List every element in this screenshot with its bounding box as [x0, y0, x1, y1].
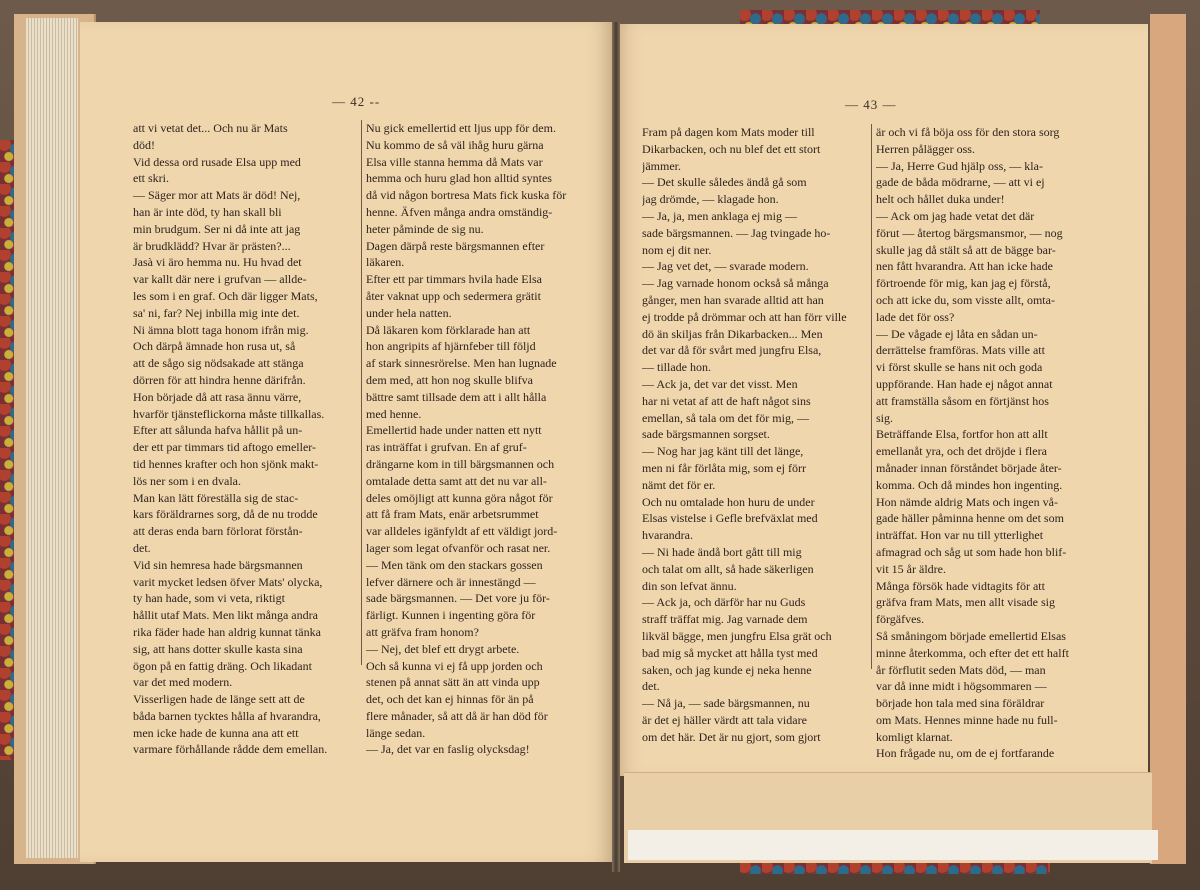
text-line: nen fått hvarandra. Att han icke hade [876, 259, 1053, 274]
text-line: deles omöjligt att kunna göra något för [366, 490, 553, 505]
text-line: likväl bägge, men jungfru Elsa grät och [642, 628, 832, 643]
text-line: Beträffande Elsa, fortfor hon att allt [876, 427, 1048, 442]
text-line: minne återkomma, och efter det ett halft [876, 645, 1069, 660]
text-line: Nu gick emellertid ett ljus upp för dem. [366, 121, 556, 135]
text-line: Då läkaren kom förklarade han att [366, 322, 531, 337]
text-line: hvarför tjänsteflickorna måste tillkallas. [133, 406, 325, 421]
text-line: skulle jag då stält så att de bägge bar- [876, 242, 1056, 257]
text-column [366, 120, 592, 758]
text-line: straff träffat mig. Jag varnade dem [642, 612, 808, 627]
text-line: dö än skiljas från Dikarbacken... Men [642, 326, 823, 341]
text-line: Efter att sålunda hafva hållit på un- [133, 423, 303, 438]
text-line: Herren pålägger oss. [876, 141, 975, 156]
text-line: har ni vetat af att de haft något sins [642, 393, 811, 408]
text-line: var kallt där nere i grufvan — allde- [133, 272, 307, 287]
text-line: lös ner som i en dvala. [133, 473, 241, 488]
text-line: afmagrad och såg ut som hade hon blif- [876, 544, 1067, 559]
text-line: Och nu omtalade hon huru de under [642, 494, 815, 509]
text-line: han är inte död, ty han skall bli [133, 204, 282, 219]
text-line: gade de båda mödrarne, — att vi ej [876, 175, 1045, 190]
text-line: Emellertid hade under natten ett nytt [366, 423, 542, 438]
book-gutter [612, 22, 620, 872]
text-line: ett skri. [133, 171, 169, 186]
text-line: sade bärgsmannen. — Det vore ju för- [366, 591, 550, 606]
text-line: att få fram Mats, enär arbetsrummet [366, 507, 539, 522]
text-line: tid hennes krafter och hon sjönk makt- [133, 456, 319, 471]
text-line: båda barnen tycktes hålla af hvarandra, [133, 708, 321, 723]
text-line: Många försök hade vidtagits för att [876, 578, 1045, 593]
text-line: — Ja, ja, men anklaga ej mig — [642, 208, 797, 223]
text-line: Dagen därpå reste bärgsmannen efter [366, 238, 545, 253]
text-line: lefver därnere och är innestängd — [366, 574, 536, 589]
marbled-endpaper-bottom [740, 862, 1050, 874]
text-line: död! [133, 137, 155, 152]
text-line: Hon började då att rasa ännu värre, [133, 389, 302, 404]
text-line: förtroende för mig, kan jag ej förstå, [876, 276, 1051, 291]
text-line: lade det för oss? [876, 309, 955, 324]
text-line: med henne. [366, 406, 422, 421]
text-line: emellanåt yra, och det dröjde i flera [876, 444, 1047, 459]
text-line: ej trodde på drömmar och att han förr ville [642, 309, 847, 324]
column-rule [361, 120, 362, 665]
text-line: om det här. Det är nu gjort, som gjort [642, 729, 821, 744]
text-line: Visserligen hade de länge sett att de [133, 692, 305, 707]
text-line: att gräfva fram honom? [366, 624, 479, 639]
text-line: gräfva fram Mats, men allt visade sig [876, 595, 1055, 610]
text-line: — Säger mor att Mats är död! Nej, [133, 188, 301, 203]
text-line: Hon nämde aldrig Mats och ingen vå- [876, 494, 1058, 509]
text-line: saken, och jag kunde ej neka henne [642, 662, 812, 677]
text-line: nämt det för er. [642, 477, 716, 492]
text-line: dörren för att hindra henne därifrån. [133, 372, 306, 387]
text-line: sade bärgsmannen sorgset. [642, 427, 770, 442]
text-line: Vid sin hemresa hade bärgsmannen [133, 557, 303, 572]
text-line: ögon på en fattig dräng. Och likadant [133, 658, 312, 673]
text-line: att vi vetat det... Och nu är Mats [133, 121, 288, 135]
text-line: hon angripits af hjärnfeber till följd [366, 339, 536, 354]
text-line: jämmer. [642, 158, 681, 173]
text-line: förgäfves. [876, 612, 925, 627]
text-line: din son lefvat ännu. [642, 578, 737, 593]
text-line: bättre samt tillsade dem att i allt hålla [366, 389, 547, 404]
text-line: men ni får förlåta mig, som ej förr [642, 460, 806, 475]
text-line: Och så kunna vi ej få upp jorden och [366, 658, 543, 673]
text-line: Så småningom började emellertid Elsas [876, 628, 1066, 643]
loose-sheet [628, 830, 1158, 860]
text-line: under hela natten. [366, 305, 452, 320]
text-line: omtalade detta samt att det nu var all- [366, 473, 547, 488]
text-line: der ett par timmars tid aftogo emeller- [133, 440, 317, 455]
text-line: varit mycket ledsen öfver Mats' olycka, [133, 574, 323, 589]
text-line: komma. Och då mindes hon ingenting. [876, 477, 1063, 492]
text-line: men icke hade de kunna ana att ett [133, 725, 299, 740]
text-line: det var då för svårt med jungfru Elsa, [642, 343, 822, 358]
text-line: derrättelse framföras. Mats ville att [876, 343, 1045, 358]
text-line: — Men tänk om den stackars gossen [366, 557, 543, 572]
text-line: färligt. Kunnen i ingenting göra för [366, 608, 536, 623]
text-line: les som i en graf. Och där ligger Mats, [133, 288, 318, 303]
text-line: månader innan förståndet började åter- [876, 460, 1062, 475]
text-line: — Det skulle således ändå gå som [642, 175, 807, 190]
text-line: Och därpå ämnade hon rusa ut, så [133, 339, 296, 354]
text-line: att framställa såsom en förtjänst hos [876, 393, 1049, 408]
text-line: Fram på dagen kom Mats moder till [642, 125, 815, 139]
text-line: dem med, att hon nog skulle blifva [366, 372, 533, 387]
text-line: rika fäder hade han aldrig kunnat tänka [133, 624, 321, 639]
text-line: — Ack ja, och därför har nu Guds [642, 595, 806, 610]
book-cover-right [1150, 14, 1186, 864]
text-line: hvarandra. [642, 528, 693, 543]
text-line: ty han hade, som vi veta, riktigt [133, 591, 285, 606]
text-line: — Nej, det blef ett drygt arbete. [366, 641, 520, 656]
text-line: min brudgum. Ser ni då inte att jag [133, 221, 301, 236]
text-line: — Jag vet det, — svarade modern. [642, 259, 809, 274]
text-line: varmare förhållande rådde dem emellan. [133, 742, 328, 757]
text-line: vit 15 år äldre. [876, 561, 946, 576]
text-line: började hon tala med sina föräldrar [876, 696, 1045, 711]
text-column [133, 120, 359, 758]
text-line: hemma och huru glad hon alltid syntes [366, 171, 552, 186]
text-line: åter vaknat upp och sedermera grätit [366, 288, 541, 303]
text-line: länge sedan. [366, 725, 426, 740]
text-line: — Nog har jag känt till det länge, [642, 444, 804, 459]
page-number-left: — 42 -- [332, 94, 381, 109]
text-line: inträffat. Hon var nu till ytterlighet [876, 528, 1044, 543]
text-line: — Ni hade ändå bort gått till mig [642, 544, 802, 559]
text-line: och talat om allt, så hade säkerligen [642, 561, 814, 576]
text-line: vi först skulle se hans nit och goda [876, 360, 1043, 375]
text-line: var då inne midt i högsommaren — [876, 679, 1047, 694]
text-line: Vid dessa ord rusade Elsa upp med [133, 154, 301, 169]
text-line: sa' ni, far? Nej inbilla mig inte det. [133, 305, 300, 320]
text-line: — Jag varnade honom också så många [642, 276, 829, 291]
page-number-right: — 43 — [845, 97, 897, 112]
text-line: uppförande. Han hade ej något annat [876, 376, 1053, 391]
text-line: och att icke du, som visste allt, omta- [876, 292, 1055, 307]
text-line: af stark sinnesrörelse. Men han lugnade [366, 356, 557, 371]
text-line: — De vågade ej låta en sådan un- [876, 326, 1038, 341]
text-line: det. [133, 540, 151, 555]
text-line: Elsas vistelse i Gefle brefväxlat med [642, 511, 818, 526]
text-line: gade häller påminna henne om det som [876, 511, 1064, 526]
text-line: kars föräldrarnes sorg, då de nu trodde [133, 507, 318, 522]
text-line: — Ja, det var en faslig olycksdag! [366, 742, 530, 757]
text-line: — Ja, Herre Gud hjälp oss, — kla- [876, 158, 1043, 173]
text-line: — Nå ja, — sade bärgsmannen, nu [642, 696, 810, 711]
text-line: Hon frågade nu, om de ej fortfarande [876, 746, 1055, 761]
text-line: att de sågo sig nödsakade att stänga [133, 356, 304, 371]
text-line: Ni ämna blott taga honom ifrån mig. [133, 322, 309, 337]
text-line: gånger, men han svarade alltid att han [642, 292, 824, 307]
text-line: förut — återtog bärgsmansmor, — nog [876, 225, 1063, 240]
text-line: då vid någon bortresa Mats fick kuska för [366, 188, 567, 203]
text-line: om Mats. Hennes minne hade nu full- [876, 712, 1058, 727]
text-line: — Ack ja, det var det visst. Men [642, 376, 798, 391]
text-line: Dikarbacken, och nu blef det ett stort [642, 141, 821, 156]
text-line: var alldeles igänfyldt af ett väldigt jord- [366, 524, 558, 539]
text-line: det. [642, 679, 660, 694]
text-line: är och vi få böja oss för den stora sorg [876, 125, 1060, 139]
text-line: emellan, så tala om det för mig, — [642, 410, 809, 425]
column-rule [871, 124, 872, 669]
text-line: sig, att hans dotter skulle kasta sina [133, 641, 303, 656]
text-line: flere månader, så att då är han död för [366, 708, 548, 723]
text-line: sig. [876, 410, 894, 425]
text-line: år förflutit seden Mats död, — man [876, 662, 1046, 677]
text-line: heter påminde de sig nu. [366, 221, 484, 236]
text-line: lager som legat ofvanför och rasat ner. [366, 540, 551, 555]
text-line: att deras enda barn förlorat förstån- [133, 524, 303, 539]
text-line: Efter ett par timmars hvila hade Elsa [366, 272, 542, 287]
text-line: bad mig så mycket att hålla tyst med [642, 645, 818, 660]
text-line: hållit utaf Mats. Men likt många andra [133, 608, 318, 623]
text-line: jag drömde, — klagade hon. [642, 192, 779, 207]
text-column [642, 124, 870, 745]
text-line: ras inträffat i grufvan. En af gruf- [366, 440, 527, 455]
text-line: var det med modern. [133, 675, 233, 690]
text-line: henne. Äfven många andra omständig- [366, 204, 553, 219]
text-line: Man kan lätt föreställa sig de stac- [133, 490, 299, 505]
text-line: Elsa ville stanna hemma då Mats var [366, 154, 543, 169]
marbled-endpaper-top [740, 10, 1040, 24]
text-line: är det ej häller värdt att tala vidare [642, 712, 807, 727]
text-line: sade bärgsmannen. — Jag tvingade ho- [642, 225, 831, 240]
page-edges [26, 18, 78, 858]
text-line: läkaren. [366, 255, 405, 270]
text-line: drängarne kom in till bärgsmannen och [366, 456, 555, 471]
text-line: är brudklädd? Hvar är prästen?... [133, 238, 291, 253]
text-line: Nu kommo de så väl ihåg huru gärna [366, 137, 544, 152]
text-line: Jasà vi äro hemma nu. Hu hvad det [133, 255, 302, 270]
text-line: nom ej dit ner. [642, 242, 712, 257]
text-line: komligt klarnat. [876, 729, 953, 744]
text-line: helt och hållet duka under! [876, 192, 1005, 207]
text-column [876, 124, 1104, 762]
text-line: det, och det kan ej hinnas för än på [366, 692, 534, 707]
text-line: — Ack om jag hade vetat det där [876, 208, 1035, 223]
text-line: — tillade hon. [642, 360, 711, 375]
text-line: stenen på annat sätt än att vinda upp [366, 675, 540, 690]
